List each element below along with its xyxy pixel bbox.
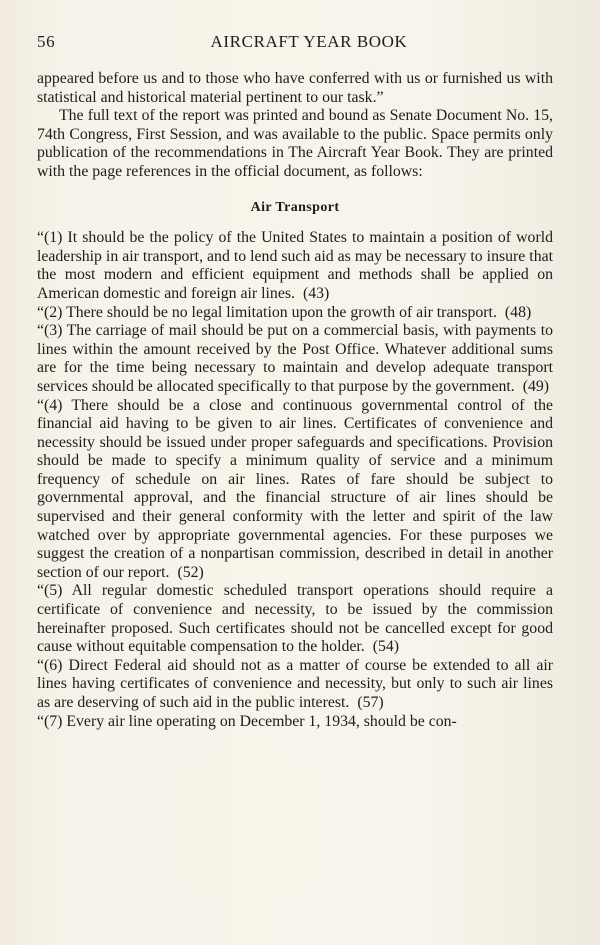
recommendation-1 — [37, 229, 553, 303]
recommendation-5 — [37, 582, 553, 656]
intro-paragraph-continued: appeared before us and to those who have conferred with us or furnished us with statistical and historical material pertinent to our task.” — [37, 70, 553, 106]
recommendation-text: “(6) Direct Federal aid should not as a matter of course be extended to all air lines having certificates of convenience and necessity, but only to such air lines as are deserving of such aid in the public interest. — [37, 656, 553, 711]
recommendation-6 — [37, 657, 553, 713]
page-reference: (52) — [177, 563, 204, 581]
book-title: AIRCRAFT YEAR BOOK — [210, 32, 408, 51]
recommendation-text: “(2) There should be no legal limitation upon the growth of air transport. — [37, 303, 497, 321]
recommendation-7 — [37, 713, 553, 732]
page-reference: (54) — [372, 638, 400, 656]
recommendation-text: “(7) Every air line operating on December 1, 1934, should be con- — [37, 712, 457, 730]
recommendation-text: “(3) The carriage of mail should be put on a commercial basis, with payments to lines within the amount received by the Post Office. Whatever additional sums are for the time being necessary to maintain and develop adequate transport services should be allocated specifically to that purpose by the government. — [37, 322, 553, 395]
body-text — [37, 70, 553, 731]
recommendation-text: “(1) It should be the policy of the United States to maintain a position of world leadership in air transport, and to lend such aid as may be necessary to insure that the most modern and efficient equipment and methods shall be applied on American domestic and foreign air lines. — [37, 229, 553, 302]
section-heading-air-transport: Air Transport — [250, 199, 340, 215]
recommendation-2 — [37, 304, 553, 323]
page-reference: (48) — [504, 303, 532, 321]
page-reference: (43) — [302, 284, 330, 302]
page-reference: (57) — [357, 694, 384, 711]
page-number: 56 — [37, 32, 56, 51]
recommendation-4 — [37, 397, 553, 583]
recommendation-3 — [37, 322, 553, 396]
running-head — [37, 32, 553, 56]
page-reference: (49) — [522, 377, 550, 395]
recommendation-text: “(5) All regular domestic scheduled transport operations should require a certificate of convenience and necessity, to be issued by the commission hereinafter proposed. Such certificates should not be cancelled except for good cause without equitable compensation to the holder. — [37, 582, 553, 656]
recommendation-text: “(4) There should be a close and continuous governmental control of the financial aid having to be given to air lines. Certificates of convenience and necessity should be issued under proper safeguards and specifications. Provision should be made to specify a minimum quality of service and a minimum frequency of schedule on air lines. Rates of fare should be subject to governmental approval, and the financial structure of air lines should be supervised and their general conformity with the letter and spirit of the law watched over by appropriate governmental agencies. For these purposes we suggest the creation of a nonpartisan commission, described in detail in another section of our report. — [37, 396, 553, 581]
intro-paragraph-report: The full text of the report was printed and bound as Senate Document No. 15, 74th Congress, First Session, and was available to the public. Space permits only publication of the recommendations in The Aircraft Year Book. They are printed with the page references in the official document, as follows: — [37, 107, 553, 180]
